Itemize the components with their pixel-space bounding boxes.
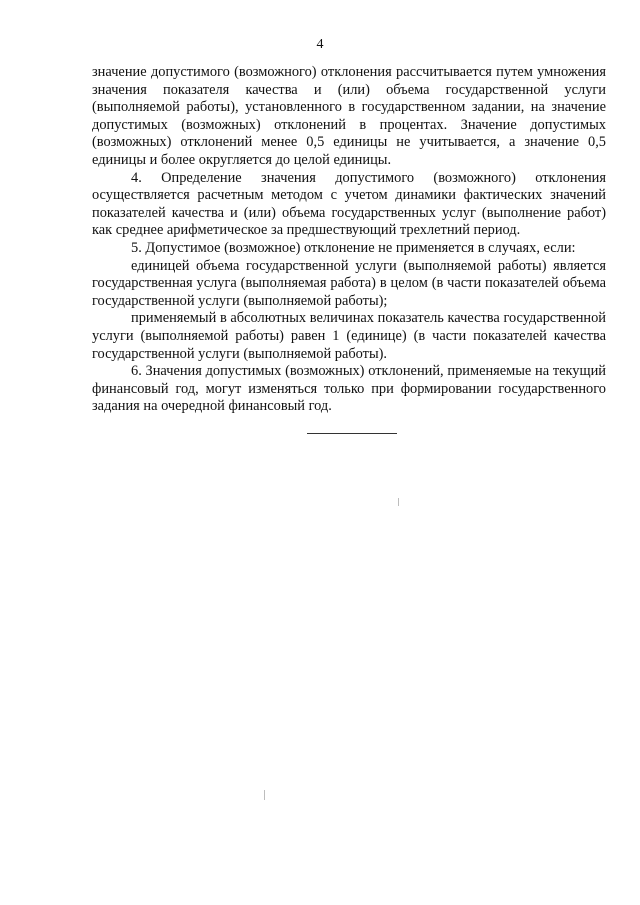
page-number: 4 [316, 37, 324, 52]
paragraph-item-5-case-1: единицей объема государственной услуги (выполняемой работы) является государственная услуга (выполняемая работа) в целом (в части показателей объема государственной услуги (выполняемой работы); [92, 257, 606, 309]
paragraph-item-6: 6. Значения допустимых (возможных) отклонений, применяемые на текущий финансовый год, могут изменяться только при формировании государственного задания на очередной финансовый год. [92, 363, 606, 415]
scan-artifact [398, 498, 399, 506]
end-separator-line [307, 433, 397, 434]
scan-artifact [264, 790, 265, 800]
document-body [92, 64, 606, 416]
paragraph-item-5-case-2: применяемый в абсолютных величинах показатель качества государственной услуги (выполняемой работы) равен 1 (единице) (в части показателей качества государственной услуги (выполняемой работы). [92, 310, 606, 362]
paragraph-item-5: 5. Допустимое (возможное) отклонение не применяется в случаях, если: [131, 239, 576, 256]
paragraph-continuation: значение допустимого (возможного) отклонения рассчитывается путем умножения значения показателя качества и (или) объема государственной услуги (выполняемой работы), установленного в государственном задании, на значение допустимых (возможных) отклонений в процентах. Значение допустимых (возможных) отклонений менее 0,5 единицы не учитывается, а значение 0,5 единицы и более округляется до целой единицы. [92, 64, 606, 168]
paragraph-item-4: 4. Определение значения допустимого (возможного) отклонения осуществляется расчетным методом с учетом динамики фактических значений показателей качества и (или) объема государственных услуг (выполнение работ) как среднее арифметическое за предшествующий трехлетний период. [92, 169, 606, 239]
